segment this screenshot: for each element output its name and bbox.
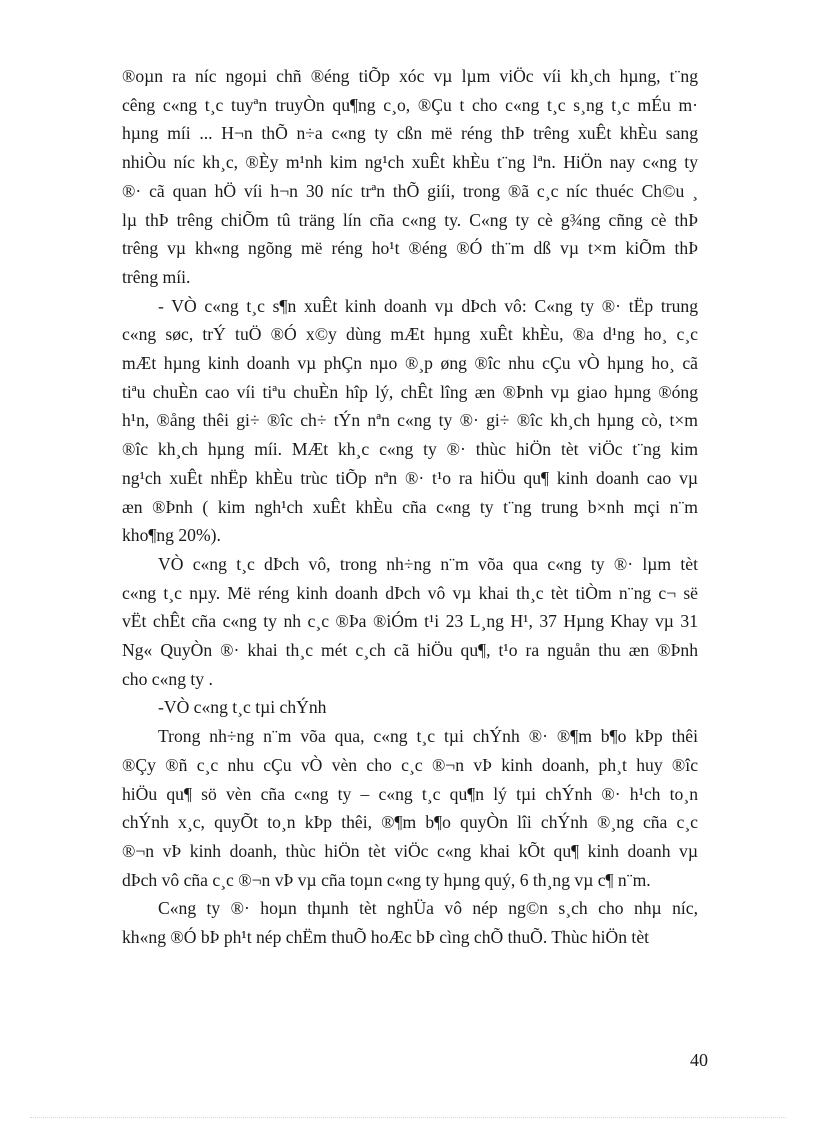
text-line: chÝnh x¸c, quyÕt to¸n kÞp thêi, ®¶m b¶o quyÒn lîi chÝnh ®¸ng cña c¸c: [122, 812, 698, 833]
text-line: - VÒ c«ng t¸c s¶n xuÊt kinh doanh vµ dÞch vô: C«ng ty ®· tËp trung: [158, 295, 698, 316]
text-line: ®oµn ra níc ngoµi chñ ®éng tiÕp xóc vµ lµm viÖc víi kh¸ch hµng, t¨ng: [122, 66, 698, 86]
text-line: ®Çy ®ñ c¸c nhu cÇu vÒ vèn cho c¸c ®¬n vÞ kinh doanh, ph¸t huy ®îc: [122, 754, 698, 775]
text-line: cêng c«ng t¸c tuyªn truyÒn qu¶ng c¸o, ®Çu t cho c«ng t¸c s¸ng t¸c mÉu m·: [122, 94, 698, 115]
text-line: Trong nh÷ng n¨m võa qua, c«ng t¸c tµi chÝnh ®· ®¶m b¶o kÞp thêi: [158, 726, 698, 747]
text-line: ®· cã quan hÖ víi h¬n 30 níc trªn thÕ giíi, trong ®ã c¸c níc thuéc Ch©u ¸: [122, 180, 698, 201]
text-line: trêng míi.: [122, 266, 191, 287]
text-line: ®¬n vÞ kinh doanh, thùc hiÖn tèt viÖc c«ng khai kÕt qu¶ kinh doanh vµ: [122, 840, 698, 861]
text-line: tiªu chuÈn cao víi tiªu chuÈn hîp lý, chÊt lîng æn ®Þnh vµ giao hµng ®óng: [122, 381, 698, 402]
text-line: trêng vµ kh«ng ngõng më réng ho¹t ®éng ®Ó th¨m dß vµ t×m kiÕm thÞ: [122, 238, 698, 259]
text-line: nhiÒu níc kh¸c, ®Èy m¹nh kim ng¹ch xuÊt khÈu t¨ng lªn. HiÖn nay c«ng ty: [122, 152, 698, 173]
document-body: [122, 62, 698, 952]
text-line: kho¶ng 20%).: [122, 525, 221, 546]
text-line: C«ng ty ®· hoµn thµnh tèt nghÜa vô nép ng©n s¸ch cho nhµ níc,: [158, 898, 698, 919]
text-line: æn ®Þnh ( kim ngh¹ch xuÊt khÈu cña c«ng ty t¨ng trung b×nh mçi n¨m: [122, 496, 698, 517]
text-line: h¹n, ®ång thêi gi÷ ®îc ch÷ tÝn nªn c«ng ty ®· gi÷ ®îc kh¸ch hµng cò, t×m: [122, 410, 698, 431]
page-bottom-rule: [30, 1117, 786, 1118]
text-line: ng¹ch xuÊt nhËp khÈu trùc tiÕp nªn ®· t¹o ra hiÖu qu¶ kinh doanh cao vµ: [122, 467, 698, 488]
paragraph: [122, 693, 698, 722]
paragraph: [122, 894, 698, 951]
text-line: dÞch vô cña c¸c ®¬n vÞ vµ cña toµn c«ng ty hµng quý, 6 th¸ng vµ c¶ n¨m.: [122, 869, 651, 890]
text-line: c«ng søc, trÝ tuÖ ®Ó x©y dùng mÆt hµng xuÊt khÈu, ®a d¹ng ho¸ c¸c: [122, 324, 698, 345]
text-line: ®îc kh¸ch hµng míi. MÆt kh¸c c«ng ty ®· thùc hiÖn tèt viÖc t¨ng kim: [122, 439, 698, 460]
paragraph: [122, 550, 698, 694]
text-line: Ng« QuyÒn ®· khai th¸c mét c¸ch cã hiÖu qu¶, t¹o ra nguån thu æn ®Þnh: [122, 640, 698, 661]
text-line: kh«ng ®Ó bÞ ph¹t nép chËm thuÕ hoÆc bÞ cìng chÕ thuÕ. Thùc hiÖn tèt: [122, 927, 650, 948]
text-line: -VÒ c«ng t¸c tµi chÝnh: [158, 697, 327, 718]
text-line: lµ thÞ trêng chiÕm tû träng lín cña c«ng ty. C«ng ty cè g¾ng cñng cè thÞ: [122, 209, 698, 230]
text-line: c«ng t¸c nµy. Më réng kinh doanh dÞch vô vµ khai th¸c tèt tiÒm n¨ng c¬ së: [122, 582, 698, 603]
text-line: hµng míi ... H¬n thÕ n÷a c«ng ty cßn më réng thÞ trêng xuÊt khÈu sang: [122, 123, 698, 144]
text-line: cho c«ng ty .: [122, 668, 213, 689]
text-line: mÆt hµng kinh doanh vµ phÇn nµo ®¸p øng ®îc nhu cÇu vÒ hµng ho¸ cã: [122, 353, 698, 374]
text-line: VÒ c«ng t¸c dÞch vô, trong nh÷ng n¨m võa qua c«ng ty ®· lµm tèt: [158, 553, 698, 574]
text-line: hiÖu qu¶ sö vèn cña c«ng ty – c«ng t¸c qu¶n lý tµi chÝnh ®· h¹ch to¸n: [122, 783, 698, 804]
paragraph: [122, 62, 698, 292]
paragraph: [122, 292, 698, 550]
paragraph: [122, 722, 698, 894]
page-number: 40: [690, 1050, 708, 1070]
text-line: vËt chÊt cña c«ng ty nh c¸c ®Þa ®iÓm t¹i 23 L¸ng H¹, 37 Hµng Khay vµ 31: [122, 611, 698, 632]
